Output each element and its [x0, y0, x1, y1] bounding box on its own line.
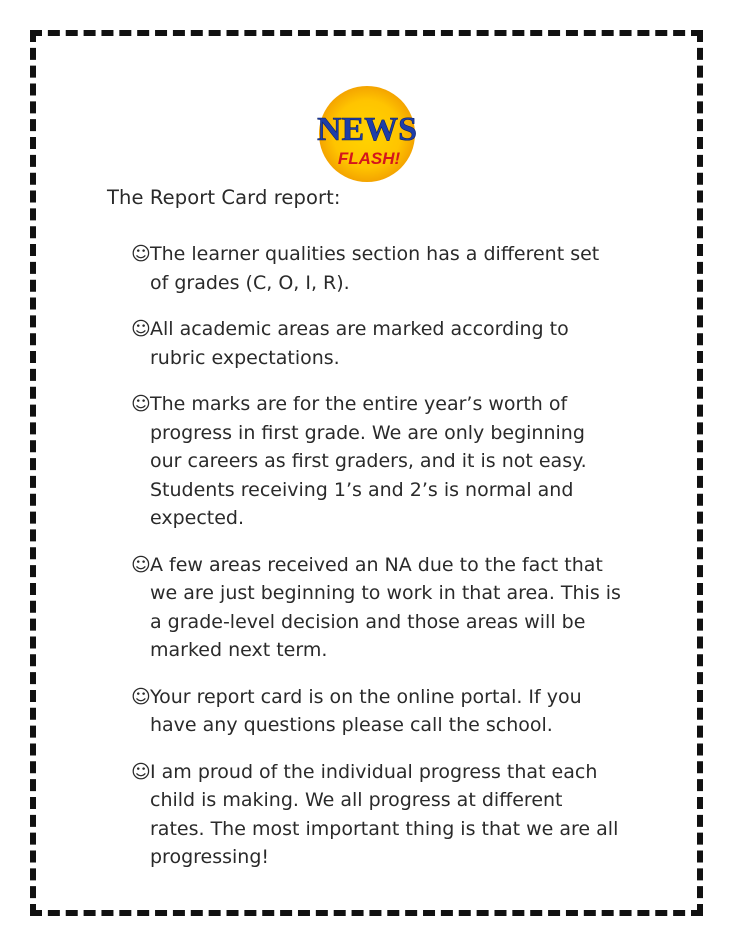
smiley-face-icon: ☺	[131, 685, 151, 708]
list-item-text: The learner qualities section has a different set of grades (C, O, I, R).	[150, 243, 600, 294]
page-title: The Report Card report:	[107, 186, 341, 209]
list-item	[131, 240, 621, 297]
list-item-text: A few areas received an NA due to the fact that we are just beginning to work in that area. This is a grade-level decision and those areas will be marked next term.	[150, 553, 621, 661]
news-flash-badge	[317, 84, 417, 184]
list-item-text: The marks are for the entire year’s worth of progress in first grade. We are only beginning our careers as first graders, and it is not easy. Students receiving 1’s and 2’s is normal and expected.	[150, 393, 587, 529]
list-item	[131, 758, 621, 872]
list-item	[131, 315, 621, 372]
bullet-list	[131, 240, 621, 890]
flash-logo-text: FLASH!	[337, 149, 401, 168]
list-item	[131, 683, 621, 740]
news-logo-text: NEWS	[317, 111, 417, 148]
smiley-face-icon: ☺	[131, 760, 151, 783]
smiley-face-icon: ☺	[131, 318, 151, 340]
smiley-face-icon: ☺	[131, 243, 151, 265]
smiley-face-icon: ☺	[131, 393, 151, 415]
list-item-text: Your report card is on the online portal. If you have any questions please call the school.	[150, 685, 582, 736]
list-item	[131, 390, 621, 533]
list-item-text: I am proud of the individual progress that each child is making. We all progress at different rates. The most important thing is that we are all progressing!	[150, 760, 619, 868]
list-item	[131, 551, 621, 665]
smiley-face-icon: ☺	[131, 553, 151, 576]
list-item-text: All academic areas are marked according to rubric expectations.	[150, 318, 569, 369]
